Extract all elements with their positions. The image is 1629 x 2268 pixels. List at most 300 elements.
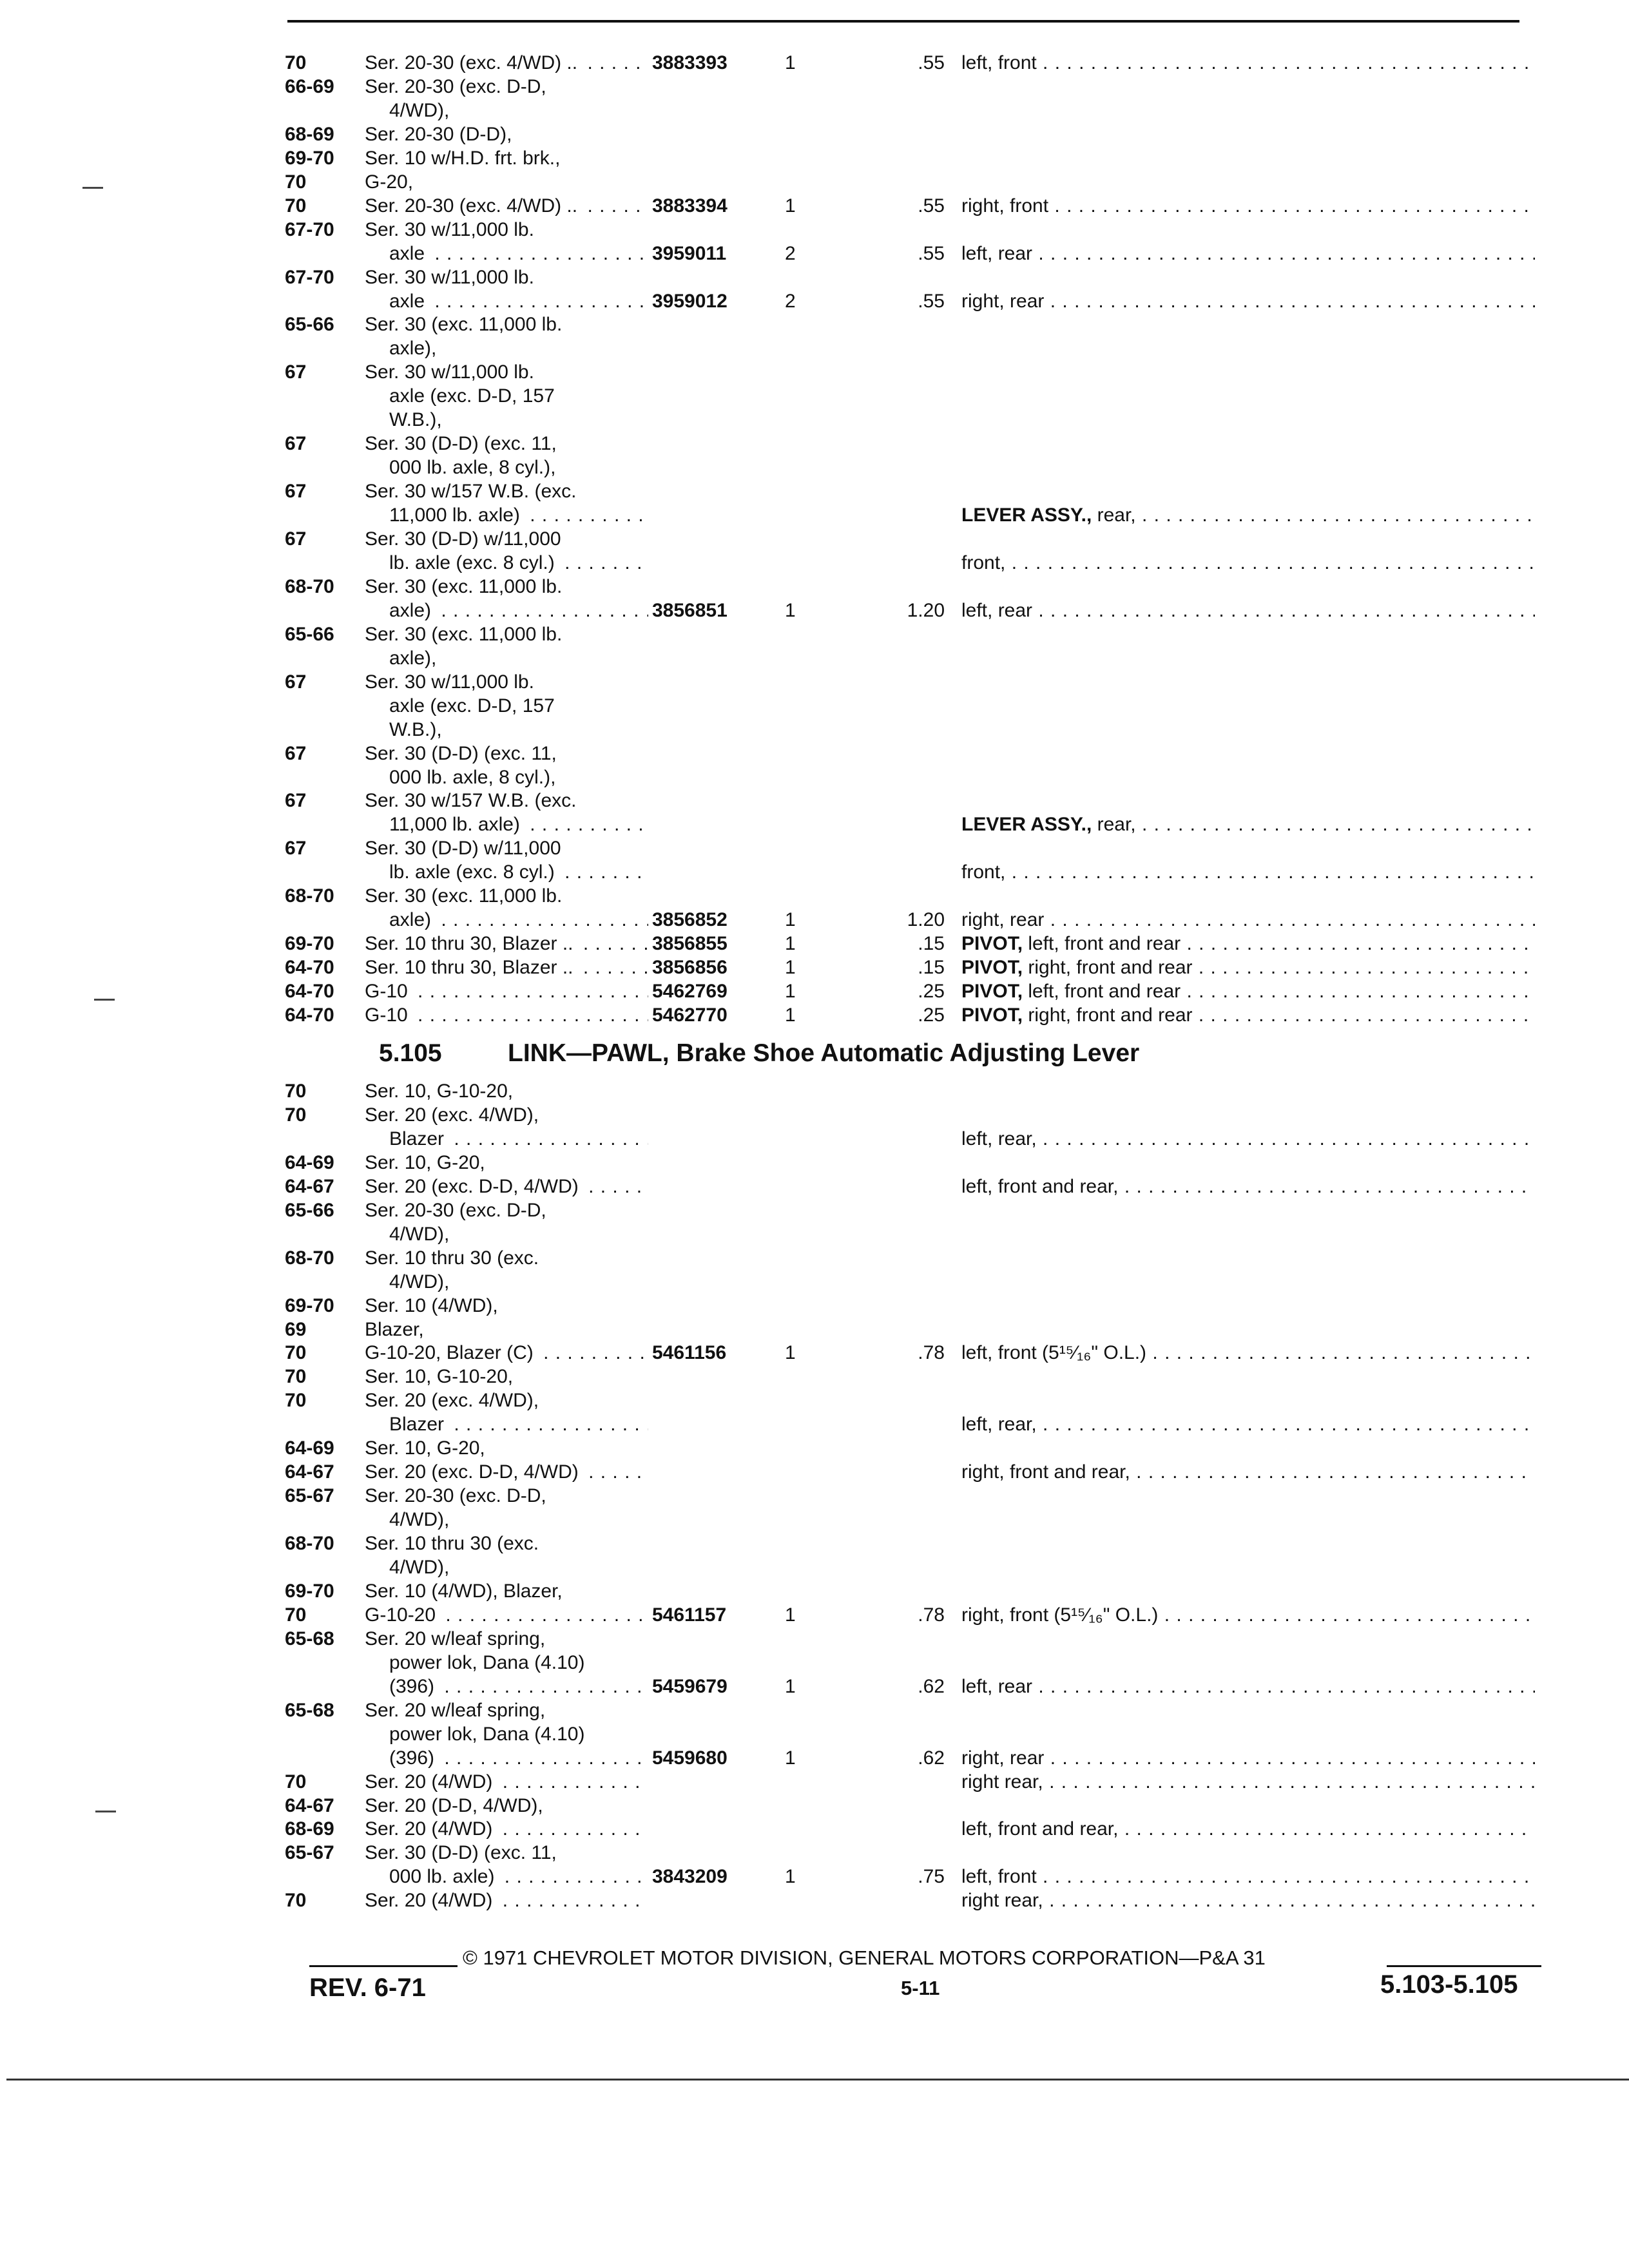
model-year: 69-70 [285, 1580, 334, 1602]
table-row [0, 575, 1629, 599]
model-text: Ser. 30 (D-D) (exc. 11, [365, 1842, 561, 1863]
quantity: 1 [785, 1675, 796, 1697]
model-description [365, 742, 648, 765]
model-year: 65-67 [285, 1485, 334, 1507]
model-description [365, 52, 648, 75]
model-description [389, 1271, 648, 1294]
model-year: 64-67 [285, 1175, 334, 1197]
table-row [0, 695, 1629, 718]
quantity: 1 [785, 1604, 796, 1626]
part-description [961, 242, 1535, 265]
table-row [0, 195, 1629, 218]
part-number: 5459680 [652, 1747, 728, 1769]
position-text: right rear, [961, 1771, 1043, 1792]
model-year: 70 [285, 1081, 307, 1102]
model-year: 67 [285, 361, 307, 383]
model-text: G-10 [365, 981, 412, 1002]
model-description [365, 980, 648, 1003]
table-row [0, 599, 1629, 622]
part-name: PIVOT, [961, 1004, 1023, 1026]
model-description [365, 528, 648, 551]
model-year: 68-70 [285, 575, 334, 597]
model-text: Ser. 30 (D-D) (exc. 11, [365, 433, 561, 454]
part-description [961, 290, 1535, 313]
model-text: G-10 [365, 1004, 412, 1026]
model-text: Ser. 10 thru 30, Blazer .. [365, 957, 577, 978]
model-text: Ser. 30 w/11,000 lb. [365, 219, 538, 240]
model-year: 65-67 [285, 1842, 334, 1864]
model-description [365, 1151, 648, 1175]
table-row [0, 789, 1629, 812]
table-row [0, 1271, 1629, 1294]
part-name: LEVER ASSY., [961, 814, 1092, 836]
model-description [365, 1247, 648, 1270]
model-year: 70 [285, 171, 307, 193]
model-description [365, 313, 648, 336]
model-description [365, 1318, 648, 1341]
table-row [0, 266, 1629, 289]
model-description [389, 1723, 648, 1746]
table-row [0, 99, 1629, 122]
model-description [365, 1437, 648, 1460]
model-description [365, 1841, 648, 1865]
part-number: 3883393 [652, 52, 728, 73]
position-text: front, [961, 552, 1006, 573]
model-description [389, 908, 648, 932]
quantity: 1 [785, 195, 796, 216]
table-row [0, 504, 1629, 527]
model-year: 65-66 [285, 1199, 334, 1221]
part-number: 3959011 [652, 242, 727, 264]
table-row [0, 766, 1629, 789]
model-year: 68-69 [285, 1818, 334, 1840]
table-row [0, 52, 1629, 75]
part-description [961, 908, 1535, 932]
model-year: 64-70 [285, 1004, 334, 1026]
model-text: Blazer, [365, 1319, 428, 1340]
model-text: 4/WD), [389, 1224, 453, 1245]
model-text: Ser. 10 (4/WD), [365, 1295, 502, 1316]
top-rule [287, 20, 1519, 23]
table-row [0, 75, 1629, 99]
table-row [0, 908, 1629, 932]
model-text: G-10-20, Blazer (C) [365, 1342, 537, 1363]
table-row [0, 290, 1629, 313]
model-description [365, 123, 648, 146]
part-description [961, 1675, 1535, 1698]
model-description [365, 218, 648, 242]
bottom-rule [6, 2079, 1629, 2081]
model-description [365, 1794, 648, 1818]
model-description [389, 337, 648, 360]
part-description [961, 195, 1535, 218]
table-row [0, 980, 1629, 1003]
part-description [961, 1128, 1535, 1151]
model-text: 4/WD), [389, 1271, 453, 1293]
model-year: 68-69 [285, 123, 334, 145]
position-text: front, [961, 861, 1006, 883]
model-description [389, 813, 648, 836]
part-description [961, 813, 1535, 836]
model-year: 69 [285, 1318, 307, 1340]
model-text: Ser. 10 (4/WD), Blazer, [365, 1581, 566, 1602]
table-row [0, 1461, 1629, 1484]
part-number: 5461157 [652, 1604, 727, 1626]
part-description [961, 861, 1535, 884]
model-text: Ser. 10 thru 30 (exc. [365, 1533, 543, 1554]
model-text: 000 lb. axle) [389, 1866, 498, 1887]
position-text: left, front and rear [1023, 981, 1181, 1003]
model-year: 64-70 [285, 981, 334, 1003]
model-description [389, 408, 648, 432]
position-text: right, rear [961, 1747, 1045, 1769]
model-description [389, 1128, 648, 1151]
price: .55 [918, 195, 945, 216]
model-year: 68-70 [285, 1247, 334, 1269]
model-text: axle) [389, 600, 435, 621]
part-number: 3856852 [652, 909, 728, 931]
model-year: 67 [285, 742, 307, 764]
part-number: 5459679 [652, 1675, 728, 1697]
model-text: power lok, Dana (4.10) [389, 1724, 589, 1745]
table-row [0, 408, 1629, 432]
model-description [389, 647, 648, 670]
position-text: left, front and rear, [961, 1175, 1119, 1197]
table-row [0, 1104, 1629, 1127]
model-description [365, 1341, 648, 1365]
position-text: rear, [1092, 505, 1136, 526]
model-description [365, 1699, 648, 1722]
price: .75 [918, 1866, 945, 1888]
model-description [365, 623, 648, 646]
quantity: 1 [785, 52, 796, 73]
model-year: 65-66 [285, 623, 334, 645]
price: .15 [918, 957, 945, 979]
model-year: 70 [285, 1604, 307, 1626]
table-row [0, 1485, 1629, 1508]
model-text: axle [389, 291, 429, 312]
quantity: 1 [785, 1342, 796, 1364]
model-text: Ser. 10, G-10-20, [365, 1081, 517, 1102]
table-row [0, 956, 1629, 979]
model-description [389, 242, 648, 265]
model-text: lb. axle (exc. 8 cyl.) [389, 552, 559, 573]
footer-copyright: © 1971 CHEVROLET MOTOR DIVISION, GENERAL MOTORS CORPORATION—P&A 31 [463, 1946, 1266, 1969]
price: .62 [918, 1675, 945, 1697]
model-description [365, 1461, 648, 1484]
part-description [961, 1341, 1535, 1365]
table-row [0, 1723, 1629, 1746]
model-description [365, 266, 648, 289]
model-text: Ser. 30 (exc. 11,000 lb. [365, 314, 566, 335]
model-description [365, 147, 648, 170]
model-description [365, 1604, 648, 1627]
table-row [0, 313, 1629, 336]
table-row [0, 647, 1629, 670]
model-description [389, 385, 648, 408]
model-description [365, 837, 648, 860]
model-description [389, 290, 648, 313]
model-description [389, 99, 648, 122]
model-text: W.B.), [389, 409, 446, 430]
model-text: Ser. 30 (D-D) (exc. 11, [365, 743, 561, 764]
part-description [961, 1004, 1535, 1027]
quantity: 1 [785, 909, 796, 931]
table-row [0, 1080, 1629, 1103]
part-description [961, 1747, 1535, 1770]
model-text: Ser. 20 (exc. 4/WD), [365, 1390, 543, 1411]
model-text: 000 lb. axle, 8 cyl.), [389, 457, 559, 478]
model-text: (396) [389, 1747, 438, 1769]
part-number: 3856855 [652, 933, 728, 955]
part-number: 5462770 [652, 1004, 728, 1026]
part-description [961, 1175, 1535, 1198]
price: .78 [918, 1604, 945, 1626]
model-year: 69-70 [285, 147, 334, 169]
price: .25 [918, 981, 945, 1003]
table-row [0, 1508, 1629, 1532]
model-description [365, 1580, 648, 1603]
model-year: 67 [285, 790, 307, 812]
table-row [0, 813, 1629, 836]
part-number: 3856851 [652, 599, 728, 621]
part-name: PIVOT, [961, 957, 1023, 979]
model-description [365, 1532, 648, 1555]
model-description [389, 552, 648, 575]
position-text: left, rear [961, 1675, 1033, 1697]
model-description [365, 361, 648, 384]
model-year: 67 [285, 528, 307, 550]
table-row [0, 1247, 1629, 1270]
table-row [0, 528, 1629, 551]
table-row [0, 1294, 1629, 1318]
model-year: 64-67 [285, 1461, 334, 1483]
part-description [961, 599, 1535, 622]
model-text: Ser. 20-30 (exc. 4/WD) .. [365, 195, 581, 216]
model-description [365, 1628, 648, 1651]
part-description [961, 504, 1535, 527]
footer-revision: REV. 6-71 [309, 1974, 426, 2002]
part-name: PIVOT, [961, 933, 1023, 955]
position-text: right, rear [961, 909, 1045, 931]
model-description [365, 575, 648, 599]
model-year: 67 [285, 838, 307, 860]
model-description [389, 1651, 648, 1675]
model-text: Ser. 10 thru 30, Blazer .. [365, 933, 577, 954]
position-text: left, front and rear [1023, 933, 1181, 955]
model-year: 68-70 [285, 1533, 334, 1555]
table-row [0, 837, 1629, 860]
quantity: 1 [785, 933, 796, 955]
model-description [365, 1175, 648, 1198]
model-text: Ser. 20 w/leaf spring, [365, 1700, 549, 1721]
model-year: 65-68 [285, 1628, 334, 1649]
part-name: PIVOT, [961, 981, 1023, 1003]
table-row [0, 1532, 1629, 1555]
footer-rule-left [309, 1965, 458, 1967]
table-row [0, 361, 1629, 384]
table-row [0, 1199, 1629, 1222]
model-text: Ser. 30 w/157 W.B. (exc. [365, 481, 580, 502]
model-text: 11,000 lb. axle) [389, 505, 524, 526]
part-description [961, 1413, 1535, 1436]
model-text: (396) [389, 1676, 438, 1697]
table-row [0, 1413, 1629, 1436]
model-description [365, 75, 648, 99]
model-description [389, 1508, 648, 1532]
part-number: 5462769 [652, 981, 728, 1003]
table-row [0, 123, 1629, 146]
table-row [0, 623, 1629, 646]
table-row [0, 1437, 1629, 1460]
part-description [961, 956, 1535, 979]
model-year: 70 [285, 1366, 307, 1388]
model-description [389, 695, 648, 718]
model-text: Ser. 20-30 (exc. D-D, [365, 1485, 550, 1506]
model-text: axle) [389, 909, 435, 930]
model-text: axle), [389, 648, 440, 669]
position-text: left, front (5¹⁵⁄₁₆" O.L.) [961, 1342, 1147, 1364]
model-description [389, 456, 648, 479]
model-text: Ser. 30 w/11,000 lb. [365, 267, 538, 288]
model-description [389, 1865, 648, 1888]
model-description [365, 171, 648, 194]
model-description [365, 480, 648, 503]
model-text: Ser. 20 (4/WD) [365, 1818, 496, 1840]
model-year: 64-69 [285, 1437, 334, 1459]
model-year: 64-67 [285, 1794, 334, 1816]
model-text: Ser. 30 (D-D) w/11,000 [365, 838, 565, 859]
position-text: left, rear, [961, 1128, 1037, 1149]
model-text: axle), [389, 338, 440, 359]
model-year: 70 [285, 1771, 307, 1792]
price: 1.20 [907, 599, 945, 621]
model-text: Ser. 20-30 (exc. D-D, [365, 1200, 550, 1221]
model-text: Ser. 30 w/157 W.B. (exc. [365, 790, 580, 811]
model-year: 64-69 [285, 1151, 334, 1173]
position-text: rear, [1092, 814, 1136, 836]
model-text: G-10-20 [365, 1604, 439, 1626]
model-year: 65-68 [285, 1699, 334, 1721]
price: .62 [918, 1747, 945, 1769]
model-year: 67 [285, 433, 307, 455]
part-description [961, 552, 1535, 575]
model-text: Ser. 20 (exc. 4/WD), [365, 1104, 543, 1126]
model-description [365, 885, 648, 908]
table-row [0, 385, 1629, 408]
model-text: 4/WD), [389, 1557, 453, 1578]
model-year: 66-69 [285, 75, 334, 97]
model-text: Ser. 30 w/11,000 lb. [365, 671, 538, 693]
position-text: left, front and rear, [961, 1818, 1119, 1840]
part-description [961, 1818, 1535, 1841]
position-text: right, front and rear [1023, 957, 1193, 979]
model-description [389, 1413, 648, 1436]
table-row [0, 1004, 1629, 1027]
model-year: 70 [285, 1390, 307, 1412]
model-text: axle (exc. D-D, 157 [389, 385, 559, 407]
model-year: 67-70 [285, 218, 334, 240]
table-row [0, 1175, 1629, 1198]
model-text: Ser. 20-30 (exc. 4/WD) .. [365, 52, 581, 73]
price: .25 [918, 1004, 945, 1026]
model-description [365, 1818, 648, 1841]
model-description [365, 789, 648, 812]
table-row [0, 1794, 1629, 1818]
table-row [0, 480, 1629, 503]
model-text: Ser. 30 (exc. 11,000 lb. [365, 624, 566, 645]
part-number: 3959012 [652, 290, 728, 312]
model-description [389, 766, 648, 789]
quantity: 1 [785, 957, 796, 979]
position-text: right, front and rear, [961, 1461, 1130, 1483]
model-text: Ser. 10, G-20, [365, 1152, 489, 1173]
model-description [365, 1389, 648, 1412]
table-row [0, 861, 1629, 884]
quantity: 2 [785, 242, 796, 264]
model-description [365, 1294, 648, 1318]
position-text: right, front [961, 195, 1049, 216]
table-row [0, 742, 1629, 765]
part-number: 3883394 [652, 195, 728, 216]
table-row [0, 218, 1629, 242]
model-year: 67 [285, 481, 307, 503]
model-year: 67 [285, 671, 307, 693]
model-description [365, 1080, 648, 1103]
table-row [0, 718, 1629, 742]
model-description [389, 599, 648, 622]
price: .55 [918, 242, 945, 264]
model-text: axle [389, 243, 429, 264]
model-text: Ser. 20 (D-D, 4/WD), [365, 1795, 547, 1816]
part-description [961, 1771, 1535, 1794]
table-row [0, 1651, 1629, 1675]
position-text: left, front [961, 1866, 1037, 1888]
model-text: Ser. 20 (4/WD) [365, 1771, 496, 1792]
part-description [961, 1604, 1535, 1627]
model-text: 000 lb. axle, 8 cyl.), [389, 767, 559, 788]
quantity: 1 [785, 1866, 796, 1888]
model-year: 70 [285, 52, 307, 73]
model-description [365, 1771, 648, 1794]
table-row [0, 1128, 1629, 1151]
model-year: 70 [285, 1104, 307, 1126]
table-row [0, 1675, 1629, 1698]
model-description [365, 1104, 648, 1127]
table-row [0, 1699, 1629, 1722]
position-text: left, front [961, 52, 1037, 73]
model-text: Ser. 20-30 (exc. D-D, [365, 76, 550, 97]
table-row [0, 1389, 1629, 1412]
model-description [365, 432, 648, 456]
model-text: Blazer [389, 1128, 448, 1149]
model-year: 64-70 [285, 957, 334, 979]
table-row [0, 242, 1629, 265]
section-title: LINK—PAWL, Brake Shoe Automatic Adjusting Lever [508, 1039, 1140, 1067]
table-row [0, 1151, 1629, 1175]
position-text: right, front (5¹⁵⁄₁₆" O.L.) [961, 1604, 1159, 1626]
quantity: 1 [785, 981, 796, 1003]
model-year: 69-70 [285, 933, 334, 955]
table-row [0, 671, 1629, 694]
position-text: left, rear [961, 242, 1033, 264]
table-row [0, 932, 1629, 956]
model-text: Ser. 20 w/leaf spring, [365, 1628, 549, 1649]
part-description [961, 1889, 1535, 1912]
model-text: Ser. 30 (exc. 11,000 lb. [365, 576, 566, 597]
table-row [0, 1365, 1629, 1389]
table-row [0, 1889, 1629, 1912]
